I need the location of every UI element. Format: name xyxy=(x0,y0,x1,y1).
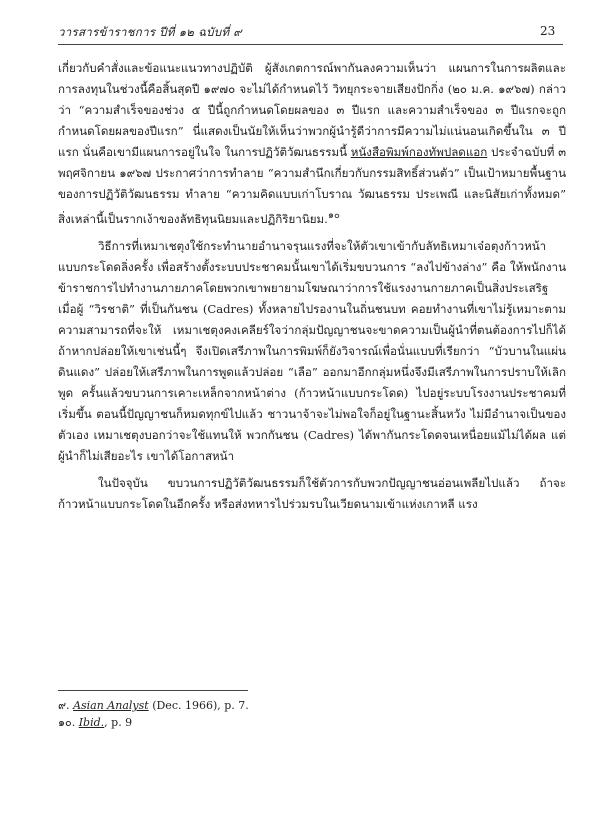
paragraph-2: วิธีการที่เหมาเชตุงใช้กระทำนายอำนาจรุนแรงที่จะให้ตัวเขาเข้ากับลัทธิเหมาเจ๋อตุงก้าวหน้าแบบกระโดดลิ่งครั้ง เพื่อสร้างตั้งระบบประชาคมนั้นเขาได้เริ่มขบวนการ “ลงไปข้างล่าง” คือ ให้พนักงานข้าราชการไปทำงานภายภาคโดยพวกเขาพยายามโฆษณาว่าการใช้แรงงานกายภาคเป็นสิ่งประเสริฐ เมื่อผู้ “วิรชาติ” ที่เป็นกันชน (Cadres) ทั้งหลายไปรองานในถิ่นชนบท คอยทำงานที่เขาไม่รู้เหมาะตามความสามารถที่จะให้ เหมาเชตุงคงเคลียร์ใจว่ากลุ่มปัญญาชนจะขาดความเป็นผู้นำที่ตนต้องการไปก็ได้ ถ้าหากปล่อยให้เขาเช่นนี้ๆ จึงเปิดเสรีภาพในการพิมพ์ก็ยังวิจารณ์เพื่อนั่นแบบที่เรียกว่า “บัวบานในแผ่นดินแดง” ปล่อยให้เสรีภาพในการพูดแล้วปล่อย “เลือ” ออกมาอีกกลุ่มหนึ่งจึงมีเสรีภาพในการปราบให้เลิกพูด ครั้นแล้วขบวนการเคาะเหล็กจากหน้าต่าง (ก้าวหน้าแบบกระโดด) ไปอยู่ระบบโรงงานประชาคมที่เริ่มขึ้น ตอนนี้ปัญญาชนก็หมดทุกข์ไปแล้ว ชาวนาจ้าจะไม่พอใจก็อยู่ในฐานะสิ้นหวัง ไม่มีอำนาจเป็นของตัวเอง เหมาเชตุงบอกว่าจะใช้แทนให้ พวกกันชน (Cadres) ได้พากันกระโดดจนเหนื่อยแม้ไม่ได้ผล แต่ผู้นำก็ไม่เสียอะไร เขาได้โอกาสหน้า xyxy=(58,238,566,463)
footnote-marker: ๑๐ xyxy=(327,210,340,221)
p1-quote-2: “ความสำนึกเกี่ยวกับกรรมสิทธิ์ส่วนตัว” xyxy=(267,166,460,180)
footnote-9 xyxy=(58,697,538,714)
p1-text-d: เป็นเป้าหมายพื้นฐานของการปฏิวัติวัฒนธรรม ทำลาย xyxy=(58,166,566,201)
page-number: 23 xyxy=(540,24,556,38)
footnote-10 xyxy=(58,714,538,731)
p1-quote-1: “ความสำเร็จของช่วง ๕ ปีนี้ถูกกำหนดโดยผลของ ๓ ปีแรก และความสำเร็จของ ๓ ปีแรกจะถูกกำหนดโดยผลของปีแรก” xyxy=(58,103,566,138)
header-rule xyxy=(58,44,563,45)
footnote-rule xyxy=(58,690,248,691)
p1-text-c: ประจำฉบับที่ ๓ พฤศจิกายน ๑๙๖๗ ประกาศว่าการทำลาย xyxy=(58,145,566,180)
p1-text-a: เกี่ยวกับคำสั่งและข้อแนะแนวทางปฏิบัติ ผู้สังเกตการณ์พากันลงความเห็นว่า แผนการในการผลิตและการลงทุนในช่วงนี้คือสิ้นสุดปี ๑๙๗๐ จะไม่ได้กำหนดไว้ วิทยุกระจายเสียงปักกิ่ง (๒๐ ม.ค. ๑๙๖๗) กล่าวว่า xyxy=(58,61,566,117)
footnote-source: Ibid. xyxy=(78,716,105,729)
body-text xyxy=(58,58,566,515)
p1-text-b: นี่แสดงเป็นนัยให้เห็นว่าพวกผู้นำรู้ดีว่าการมีความไม่แน่นอนเกิดขึ้นใน ๓ ปีแรก นั่นคือเขามีแผนการอยู่ในใจ ในการปฏิวัติวัฒนธรรมนี้ xyxy=(58,124,566,159)
p1-text-e: สิ่งเหล่านี้เป็นรากเง้าของลัทธิทุนนิยมและปฏิกิริยานิยม. xyxy=(58,211,328,226)
p1-quote-3: “ความคิดแบบเก่าโบราณ วัฒนธรรม ประเพณี และนิสัยเก่าทั้งหมด” xyxy=(225,187,566,201)
paragraph-3: ในปัจจุบัน ขบวนการปฏิวัติวัฒนธรรมก็ใช้ตัวการกับพวกปัญญาชนอ่อนเพลียไปแล้ว ถ้าจะก้าวหน้าแบบกระโดดในอีกครั้ง หรือส่งทหารไปร่วมรบในเวียดนามเข้าแห่งเกาหลี แรง xyxy=(58,475,566,511)
paragraph-1 xyxy=(58,58,566,230)
running-header-title: วารสารข้าราชการ ปีที่ ๑๒ ฉบับที่ ๙ xyxy=(58,25,243,39)
footnote-detail: (Dec. 1966), p. 7. xyxy=(148,699,249,712)
footnotes xyxy=(58,697,538,731)
footnote-number: ๑๐. xyxy=(58,716,76,729)
footnote-number: ๙. xyxy=(58,699,70,712)
newspaper-title: หนังสือพิมพ์กองทัพปลดแอก xyxy=(350,145,488,159)
footnote-detail: , p. 9 xyxy=(104,716,133,729)
footnote-source: Asian Analyst xyxy=(73,699,149,712)
